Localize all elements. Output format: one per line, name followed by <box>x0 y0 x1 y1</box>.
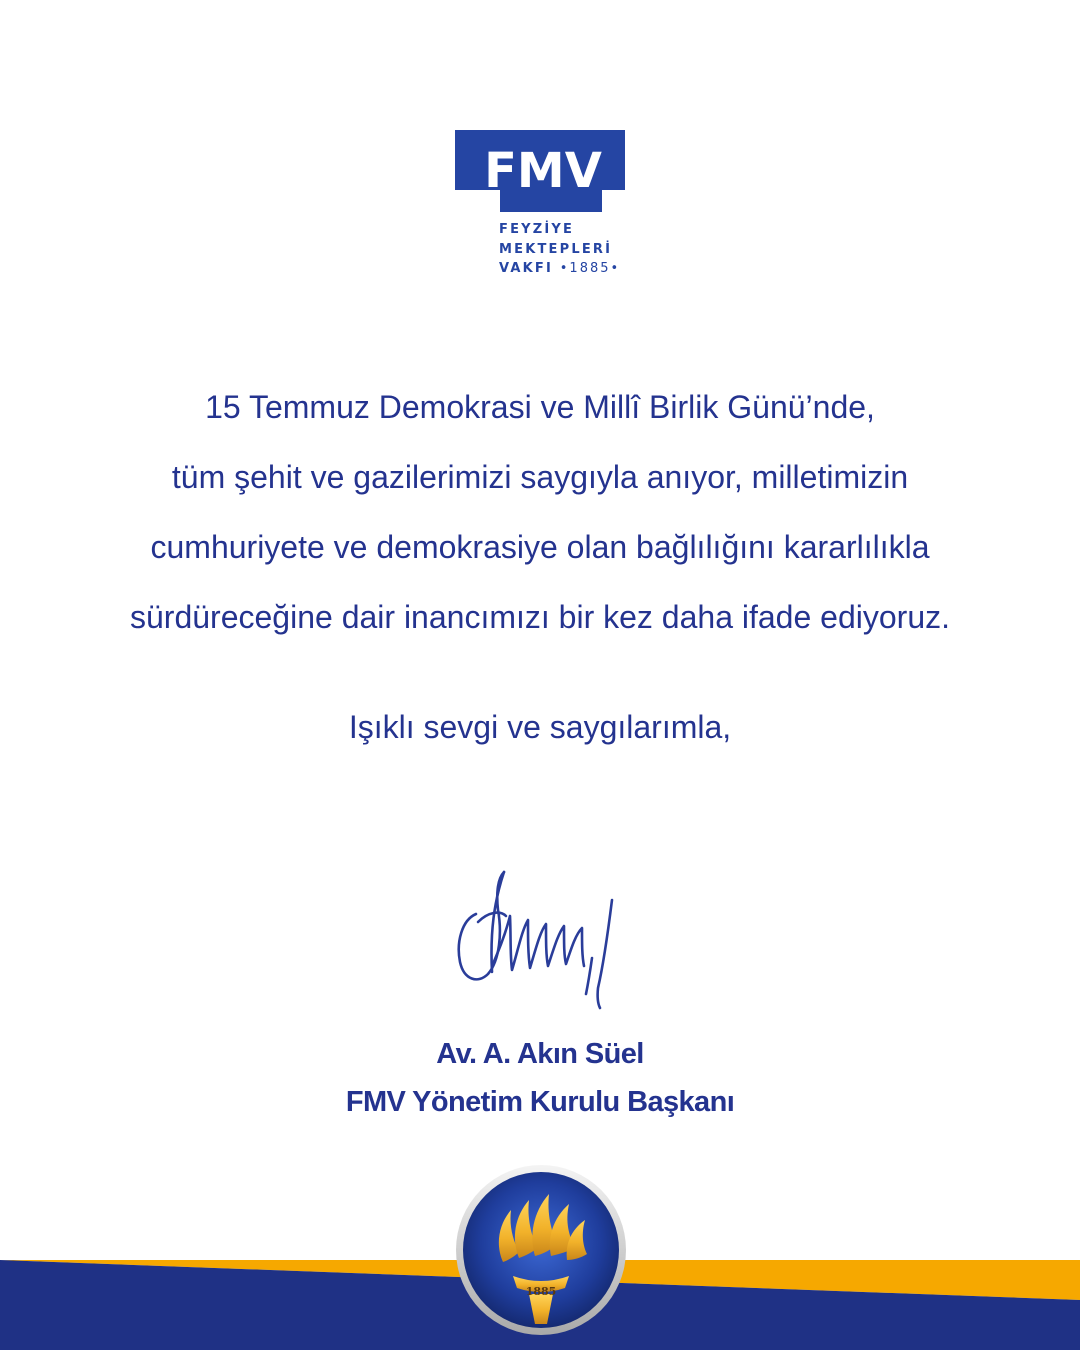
logo-line-3 <box>499 259 620 279</box>
message-line: sürdüreceğine dair inancımızı bir kez daha ifade ediyoruz. <box>130 599 950 635</box>
signer-title: FMV Yönetim Kurulu Başkanı <box>345 1086 735 1118</box>
message-body <box>0 372 1080 652</box>
signer-block <box>0 1030 1080 1126</box>
logo-line-3-name: VAKFI <box>499 261 554 276</box>
torch-emblem <box>455 1164 627 1336</box>
signer-name: Av. A. Akın Süel <box>436 1038 644 1070</box>
fmv-logo-mark <box>455 130 630 216</box>
logo-mark-text: FMV <box>484 143 602 199</box>
logo-line-2: MEKTEPLERİ <box>499 241 613 257</box>
handwritten-signature <box>448 862 628 1012</box>
fmv-logo <box>455 130 630 290</box>
closing-line: Işıklı sevgi ve saygılarımla, <box>348 709 732 745</box>
message-line: tüm şehit ve gazilerimizi saygıyla anıyor, milletimizin <box>171 459 909 495</box>
message-line: cumhuriyete ve demokrasiye olan bağlılığını kararlılıkla <box>150 529 930 565</box>
logo-wordmark <box>499 220 620 279</box>
message-line: 15 Temmuz Demokrasi ve Millî Birlik Günü’nde, <box>205 389 875 425</box>
logo-line-1: FEYZİYE <box>499 222 575 237</box>
logo-line-3-year: •1885• <box>559 261 621 276</box>
emblem-year: 1885 <box>525 1285 557 1298</box>
